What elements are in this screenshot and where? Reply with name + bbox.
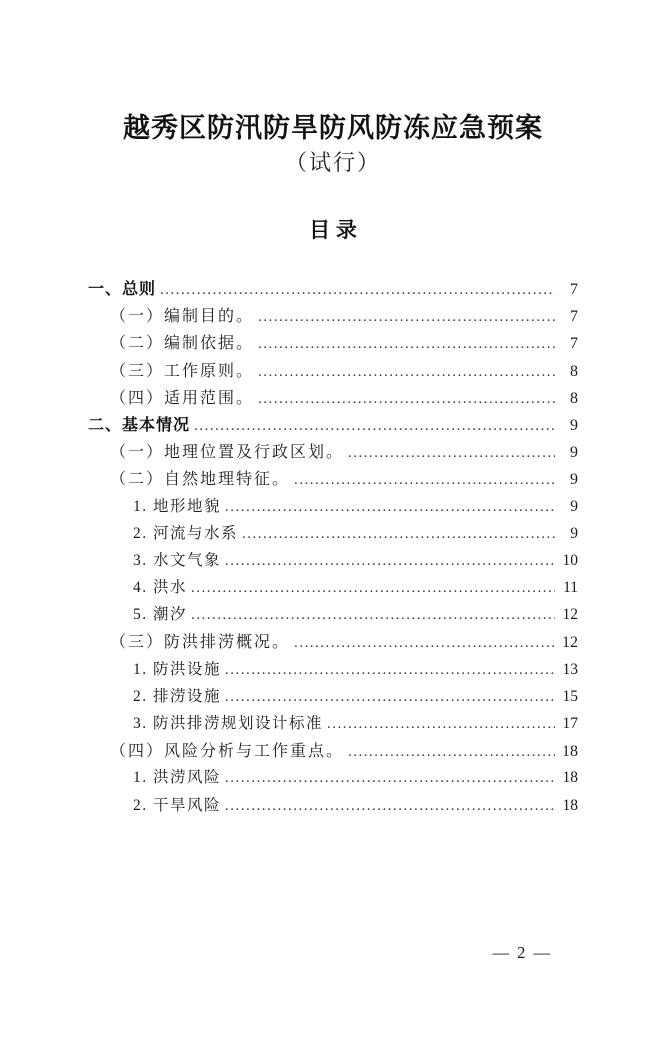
toc-entry-page: 12 xyxy=(562,606,578,624)
toc-heading: 目 录 xyxy=(309,219,357,242)
document-subtitle: （试行） xyxy=(284,150,381,175)
dot-leader xyxy=(348,444,555,462)
dot-leader xyxy=(225,769,555,787)
toc-entry xyxy=(88,684,578,711)
toc-entry xyxy=(88,412,578,439)
toc-entry xyxy=(88,466,578,493)
toc-entry-page: 8 xyxy=(570,362,578,380)
table-of-contents xyxy=(88,276,578,820)
toc-entry xyxy=(88,303,578,330)
toc-entry xyxy=(88,575,578,602)
dot-leader xyxy=(348,743,555,761)
toc-entry-page: 8 xyxy=(570,389,578,407)
toc-entry xyxy=(88,494,578,521)
toc-entry xyxy=(88,521,578,548)
dot-leader xyxy=(225,661,555,679)
dot-leader xyxy=(294,471,555,489)
toc-entry-label: （三）工作原则。 xyxy=(110,362,255,380)
dot-leader xyxy=(258,308,555,326)
toc-entry xyxy=(88,629,578,656)
toc-entry-page: 9 xyxy=(570,524,578,542)
toc-entry-page: 10 xyxy=(562,551,578,569)
dot-leader xyxy=(294,634,555,652)
toc-entry-label: 1. 洪涝风险 xyxy=(133,769,222,787)
toc-entry xyxy=(88,548,578,575)
dot-leader xyxy=(225,498,555,516)
toc-entry xyxy=(88,657,578,684)
toc-entry-page: 9 xyxy=(570,444,578,462)
toc-entry-page: 18 xyxy=(562,796,578,814)
toc-entry-label: 3. 防洪排涝规划设计标准 xyxy=(133,715,324,732)
toc-entry-page: 7 xyxy=(570,281,578,298)
dot-leader xyxy=(258,363,555,381)
toc-entry-page: 18 xyxy=(562,769,578,787)
toc-entry-page: 13 xyxy=(562,660,578,678)
dot-leader xyxy=(258,390,555,408)
dot-leader xyxy=(258,335,555,353)
dot-leader xyxy=(225,688,555,706)
toc-entry-label: （四）适用范围。 xyxy=(110,389,255,407)
toc-entry xyxy=(88,358,578,385)
toc-entry-label: 3. 水文气象 xyxy=(133,551,222,569)
toc-entry-label: 二、基本情况 xyxy=(88,416,191,434)
toc-entry xyxy=(88,711,578,738)
toc-entry xyxy=(88,276,578,303)
toc-entry xyxy=(88,793,578,820)
dot-leader xyxy=(191,579,555,597)
document-page xyxy=(0,112,662,820)
toc-entry-page: 9 xyxy=(570,416,578,434)
toc-entry-page: 9 xyxy=(570,497,578,515)
toc-entry xyxy=(88,602,578,629)
toc-entry-label: （二）编制依据。 xyxy=(110,335,255,353)
dot-leader xyxy=(327,715,555,733)
toc-entry xyxy=(88,765,578,792)
toc-entry-label: 2. 排涝设施 xyxy=(133,687,222,705)
toc-entry-label: 1. 防洪设施 xyxy=(133,660,222,678)
toc-entry-label: （四）风险分析与工作重点。 xyxy=(110,743,345,761)
toc-entry xyxy=(88,330,578,357)
toc-entry-label: 2. 干旱风险 xyxy=(133,796,222,814)
toc-entry-page: 15 xyxy=(562,687,578,705)
dot-leader xyxy=(225,797,555,815)
dot-leader xyxy=(194,417,555,435)
toc-entry xyxy=(88,385,578,412)
toc-entry-label: 一、总则 xyxy=(88,281,157,298)
toc-entry-label: （一）地理位置及行政区划。 xyxy=(110,444,345,462)
toc-entry-page: 7 xyxy=(570,335,578,353)
document-title: 越秀区防汛防旱防风防冻应急预案 xyxy=(123,113,543,143)
toc-entry-page: 7 xyxy=(570,308,578,326)
dot-leader xyxy=(225,552,555,570)
toc-entry-label: （一）编制目的。 xyxy=(110,308,255,326)
toc-entry-label: （二）自然地理特征。 xyxy=(110,471,291,489)
toc-entry-page: 9 xyxy=(570,471,578,489)
toc-entry-page: 11 xyxy=(563,579,578,597)
page-number-footer: — 2 — xyxy=(492,943,552,962)
toc-entry xyxy=(88,439,578,466)
toc-entry-page: 18 xyxy=(562,743,578,761)
dot-leader xyxy=(242,525,555,543)
toc-entry-label: 2. 河流与水系 xyxy=(133,524,239,542)
toc-entry-page: 12 xyxy=(562,634,578,652)
dot-leader xyxy=(191,606,555,624)
toc-entry xyxy=(88,738,578,765)
toc-entry-label: 1. 地形地貌 xyxy=(133,497,222,515)
toc-entry-page: 17 xyxy=(562,715,578,732)
dot-leader xyxy=(160,281,555,299)
toc-entry-label: 5. 潮汐 xyxy=(133,606,188,624)
toc-entry-label: 4. 洪水 xyxy=(133,579,188,597)
toc-entry-label: （三）防洪排涝概况。 xyxy=(110,634,291,652)
